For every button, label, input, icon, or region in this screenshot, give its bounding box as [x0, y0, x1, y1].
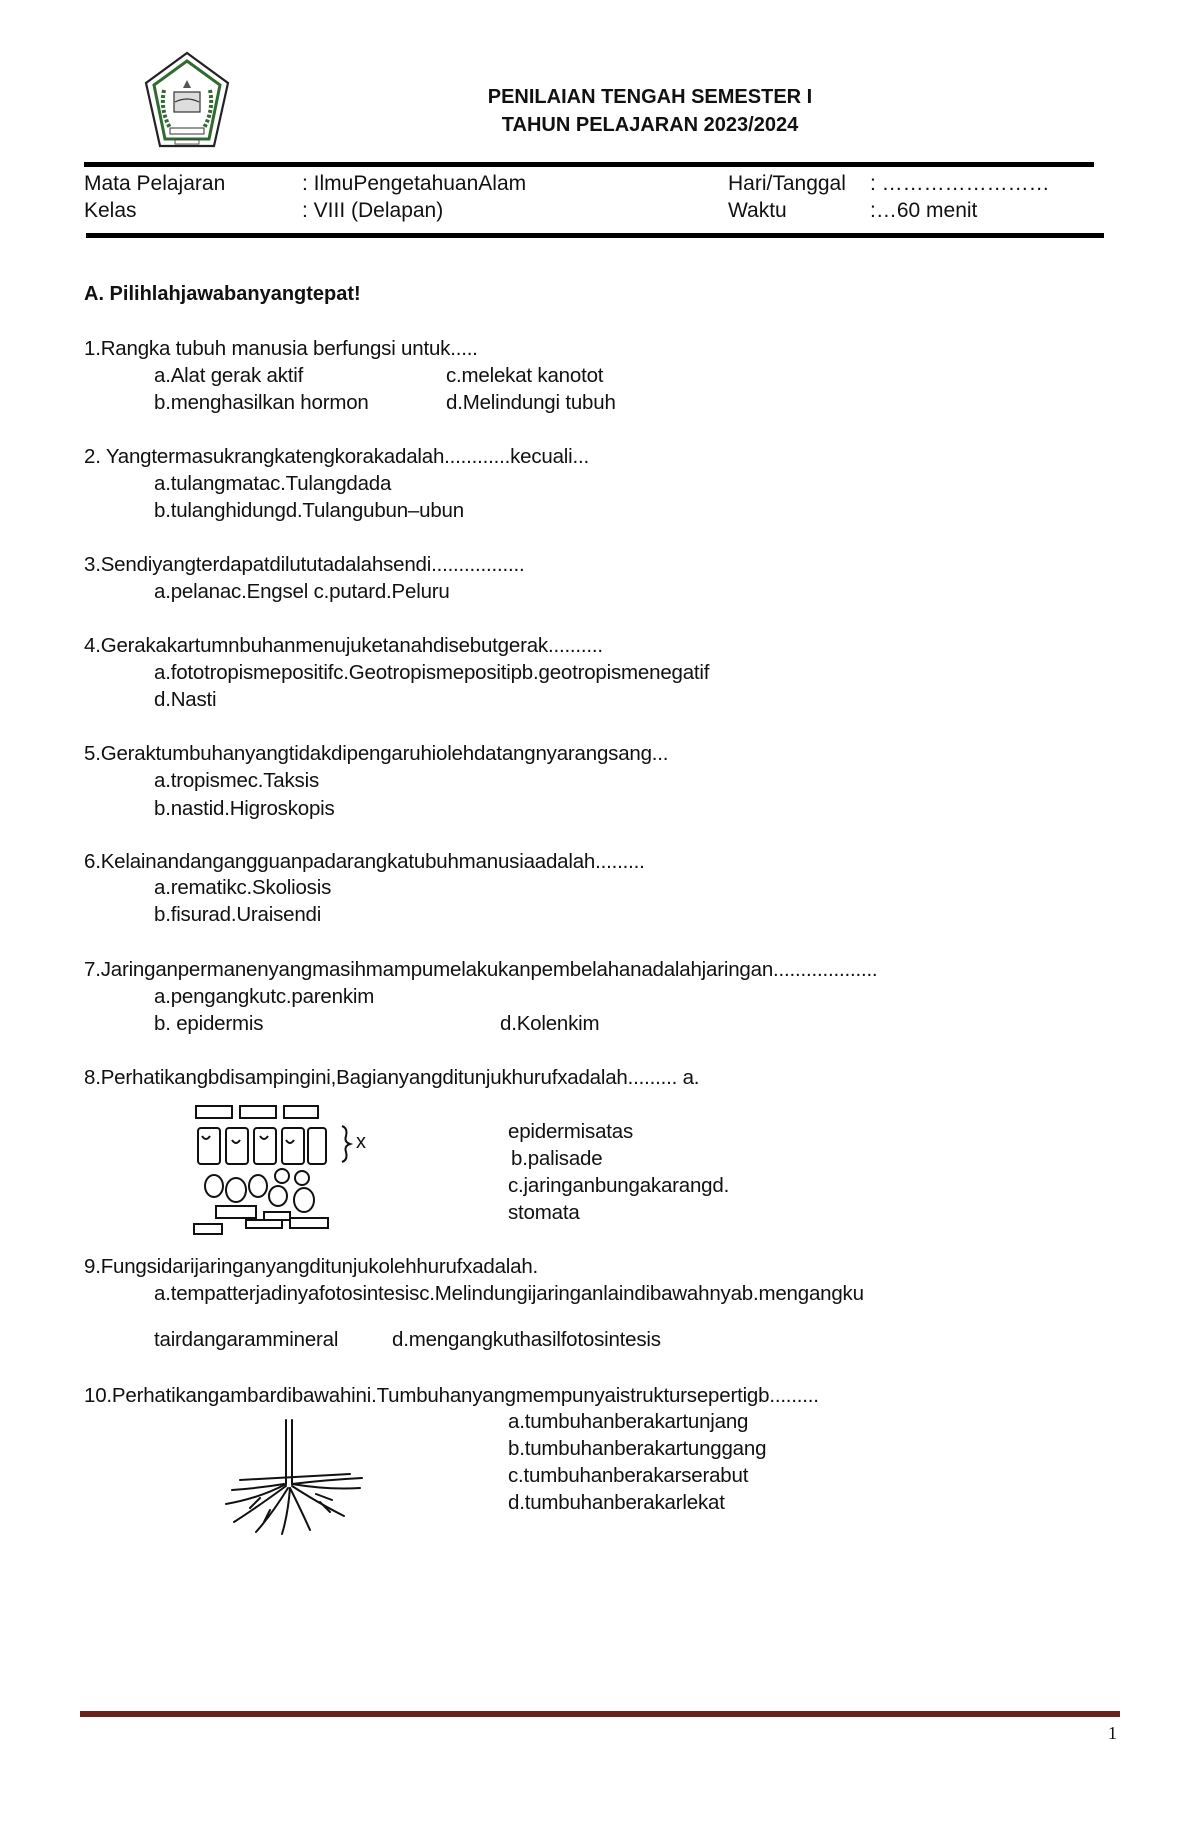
title-line-2: TAHUN PELAJARAN 2023/2024 [501, 114, 799, 136]
leaf-tissue-figure [192, 1100, 376, 1238]
question-4-option-line-1: a.fototropismepositifc.Geotropismepositipb.geotropismenegatif [154, 661, 710, 684]
question-1-option-b: b.menghasilkan hormon [154, 391, 369, 414]
question-7: 7.Jaringanpermanenyangmasihmampumelakukanpembelahanadalahjaringan................... [84, 958, 878, 981]
subject-label: Mata Pelajaran [84, 172, 226, 195]
header-bottom-rule [86, 233, 1104, 238]
question-7-option-b: b. epidermis [154, 1012, 264, 1035]
question-9: 9.Fungsidarijaringanyangditunjukolehhurufxadalah. [84, 1255, 539, 1278]
header-top-rule [84, 162, 1094, 167]
question-10-option-a: a.tumbuhanberakartunjang [508, 1410, 749, 1433]
question-1: 1.Rangka tubuh manusia berfungsi untuk..... [84, 337, 478, 360]
question-2-option-line-1: a.tulangmatac.Tulangdada [154, 472, 392, 495]
question-5-option-line-1: a.tropismec.Taksis [154, 769, 320, 792]
question-4: 4.Gerakakartumnbuhanmenujuketanahdisebutgerak.......... [84, 634, 603, 657]
question-2: 2. Yangtermasukrangkatengkorakadalah............kecuali... [84, 445, 589, 468]
question-5-option-line-2: b.nastid.Higroskopis [154, 797, 335, 820]
date-value: : …………………… [870, 172, 1050, 195]
class-value: : VIII (Delapan) [302, 199, 444, 222]
question-1-option-c: c.melekat kanotot [446, 364, 604, 387]
question-6-option-line-2: b.fisurad.Uraisendi [154, 903, 322, 926]
class-label: Kelas [84, 199, 137, 222]
question-6: 6.Kelainandangangguanpadarangkatubuhmanusiaadalah......... [84, 850, 645, 873]
question-9-option-line-1: a.tempatterjadinyafotosintesisc.Melindungijaringanlaindibawahnyab.mengangku [154, 1282, 864, 1305]
question-8-option-a: epidermisatas [508, 1120, 634, 1143]
question-4-option-line-2: d.Nasti [154, 688, 217, 711]
title-line-1: PENILAIAN TENGAH SEMESTER I [487, 86, 813, 108]
question-9-option-d: d.mengangkuthasilfotosintesis [392, 1328, 661, 1351]
question-7-option-d: d.Kolenkim [500, 1012, 600, 1035]
question-8: 8.Perhatikangbdisampingini,Bagianyangditunjukhurufxadalah......... a. [84, 1066, 700, 1089]
subject-value: : IlmuPengetahuanAlam [302, 172, 527, 195]
question-7-option-line-1: a.pengangkutc.parenkim [154, 985, 375, 1008]
section-title: A. Pilihlahjawabanyangtepat! [84, 283, 361, 305]
footer-rule [80, 1711, 1120, 1717]
time-value: :…60 menit [870, 199, 978, 222]
question-6-option-line-1: a.rematikc.Skoliosis [154, 876, 332, 899]
question-8-option-d: stomata [508, 1201, 580, 1224]
question-10: 10.Perhatikangambardibawahini.Tumbuhanyangmempunyaistruktursepertigb......... [84, 1384, 819, 1407]
page-number: 1 [1108, 1723, 1117, 1743]
question-3-option-line-1: a.pelanac.Engsel c.putard.Peluru [154, 580, 450, 603]
fibrous-root-figure [220, 1418, 370, 1536]
question-9-option-line-2: tairdangarammineral [154, 1328, 339, 1351]
question-1-option-d: d.Melindungi tubuh [446, 391, 616, 414]
school-logo [142, 50, 232, 154]
time-label: Waktu [728, 199, 787, 222]
date-label: Hari/Tanggal [728, 172, 846, 195]
question-5: 5.Geraktumbuhanyangtidakdipengaruhiolehdatangnyarangsang... [84, 742, 669, 765]
question-3: 3.Sendiyangterdapatdilututadalahsendi................. [84, 553, 525, 576]
figure-label-x: x [356, 1131, 366, 1153]
question-2-option-line-2: b.tulanghidungd.Tulangubun–ubun [154, 499, 464, 522]
question-8-option-c: c.jaringanbungakarangd. [508, 1174, 730, 1197]
question-1-option-a: a.Alat gerak aktif [154, 364, 304, 387]
question-10-option-d: d.tumbuhanberakarlekat [508, 1491, 725, 1514]
question-10-option-b: b.tumbuhanberakartunggang [508, 1437, 767, 1460]
question-10-option-c: c.tumbuhanberakarserabut [508, 1464, 749, 1487]
question-8-option-b: b.palisade [511, 1147, 603, 1170]
